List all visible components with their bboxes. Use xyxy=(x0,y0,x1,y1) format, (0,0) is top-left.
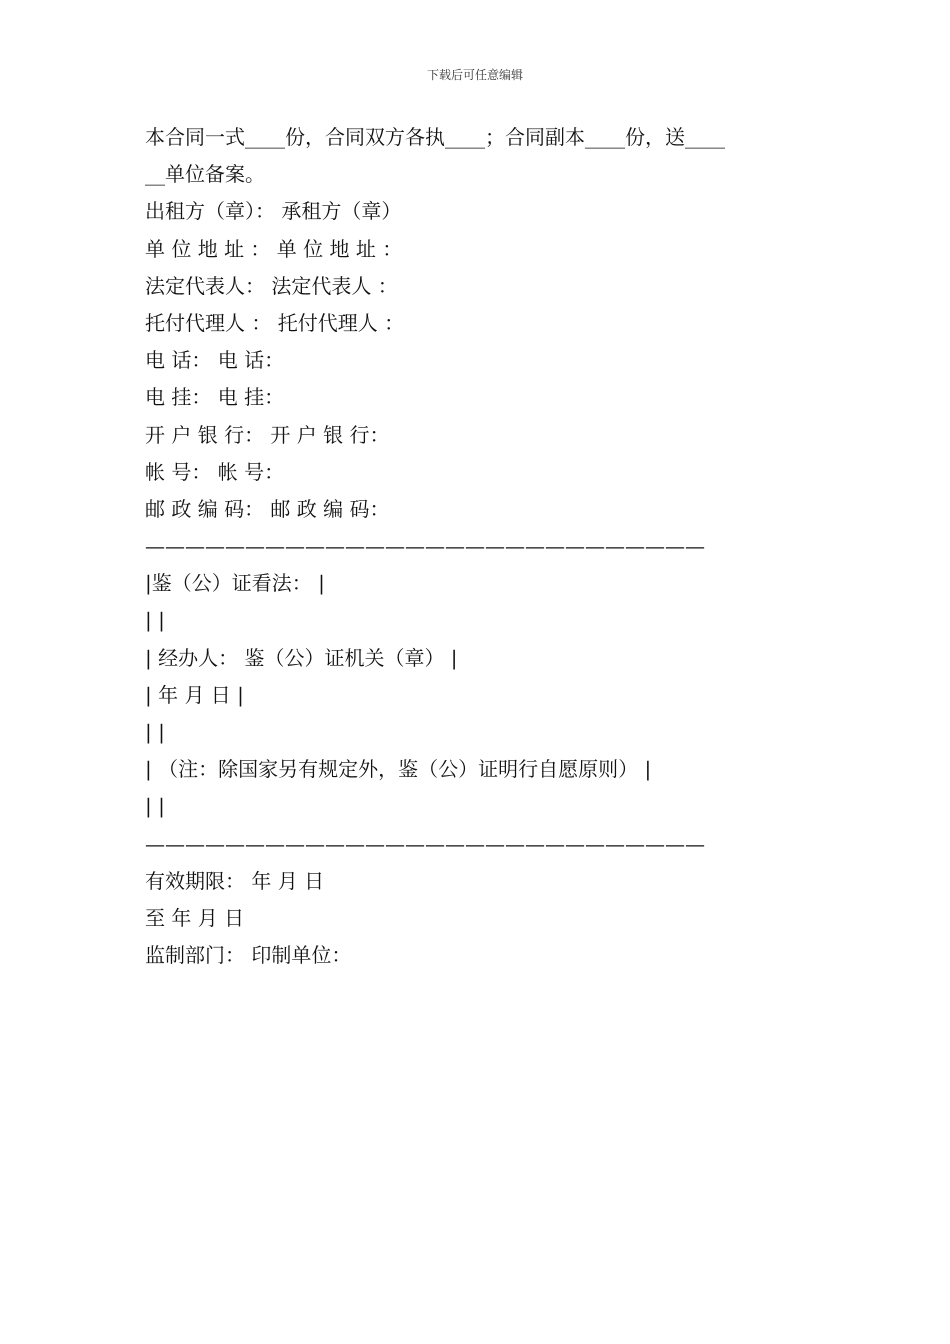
telegraph-line: 电 挂： 电 挂： xyxy=(145,385,285,410)
phone-line: 电 话： 电 话： xyxy=(145,348,285,373)
copies-clause-line-2: __单位备案。 xyxy=(145,162,265,187)
bank-line: 开 户 银 行： 开 户 银 行： xyxy=(145,422,390,447)
copies-clause-line-1: 本合同一式____份，合同双方各执____；合同副本____份，送____ xyxy=(145,125,725,149)
date-line: | 年 月 日 | xyxy=(145,682,244,707)
box-blank-line-3: | | xyxy=(145,794,165,819)
printing-line: 监制部门： 印制单位： xyxy=(145,943,352,968)
box-blank-line-1: | | xyxy=(145,608,165,633)
seal-line: 出租方（章）： 承租方（章） xyxy=(145,199,402,224)
account-line: 帐 号： 帐 号： xyxy=(145,459,285,484)
validity-line: 有效期限： 年 月 日 xyxy=(145,868,325,893)
validity-end-line: 至 年 月 日 xyxy=(145,905,245,930)
notary-opinion-line: |鉴（公）证看法： | xyxy=(145,571,325,596)
note-line: | （注：除国家另有规定外，鉴（公）证明行自愿原则） | xyxy=(145,757,652,782)
address-line: 单 位 地 址 ： 单 位 地 址 ： xyxy=(145,236,403,261)
box-blank-line-2: | | xyxy=(145,720,165,744)
page-header: 下载后可任意编辑 xyxy=(426,68,523,82)
legal-rep-line: 法定代表人： 法定代表人 ： xyxy=(145,273,398,298)
document-body xyxy=(145,119,825,974)
box-top-rule: ———————————————————————————— xyxy=(145,534,705,559)
agent-line: 托付代理人 ： 托付代理人 ： xyxy=(145,310,405,335)
box-bottom-rule: ———————————————————————————— xyxy=(145,831,705,856)
postcode-line: 邮 政 编 码： 邮 政 编 码： xyxy=(145,496,390,521)
handler-line: | 经办人： 鉴（公）证机关（章） | xyxy=(145,645,458,670)
